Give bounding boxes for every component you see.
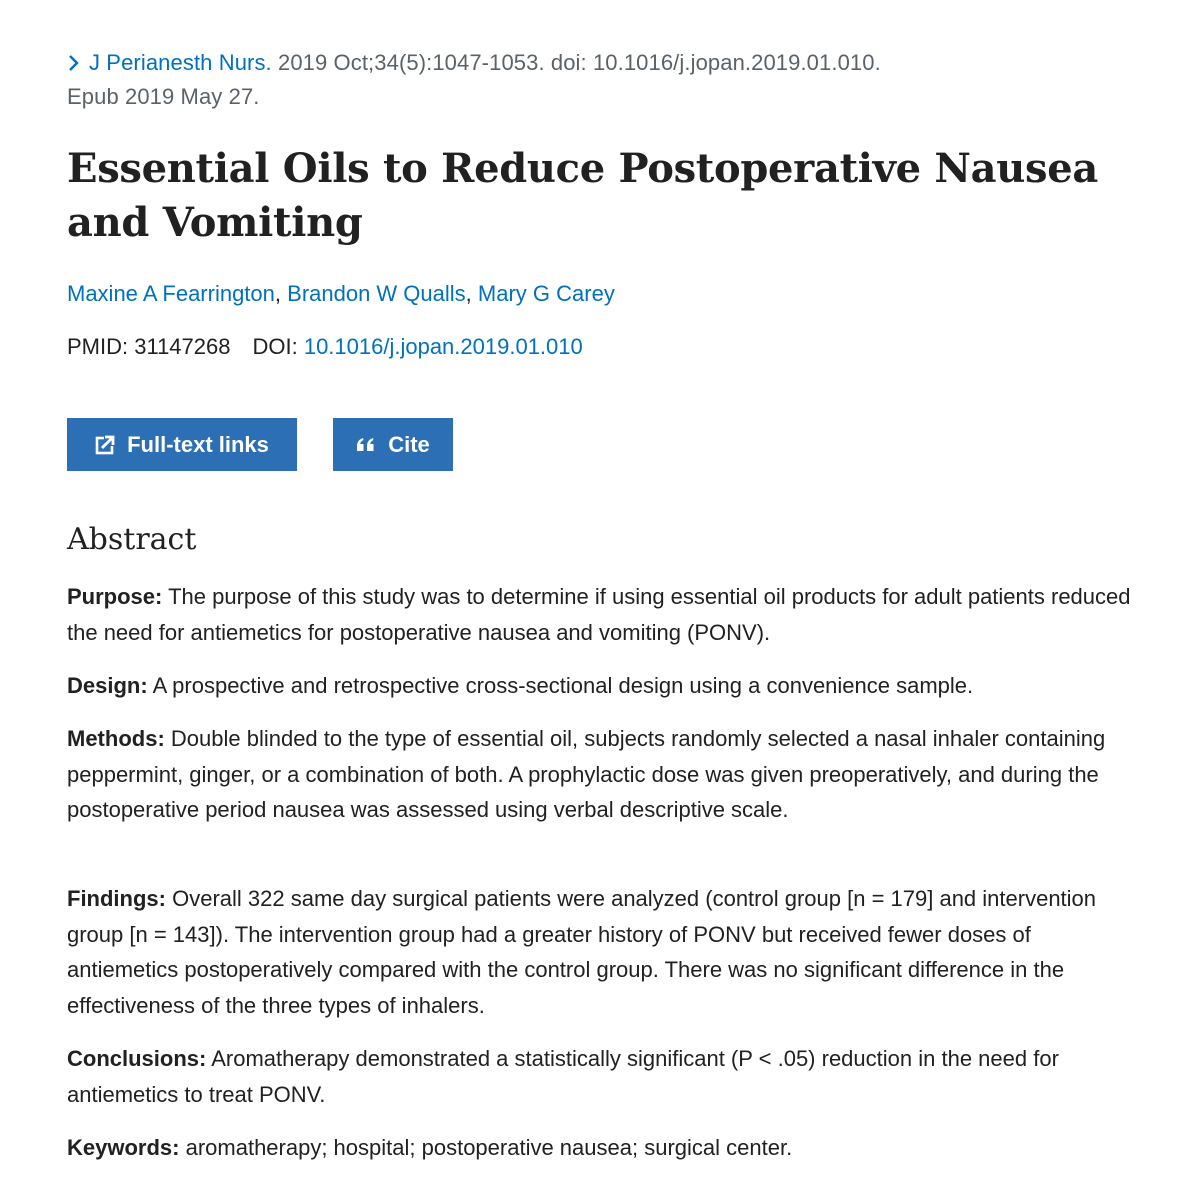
author-link[interactable]: Maxine A Fearrington [67,281,275,306]
keywords-label: Keywords: [67,1135,180,1160]
section-text: Double blinded to the type of essential oil, subjects randomly selected a nasal inhaler containing peppermint, ginger, or a combination of both. A prophylactic dose was given preoperatively, and during the postoperative period nausea was assessed using verbal descriptive scale. [67,726,1106,822]
keywords [67,1130,1132,1166]
pmid-label: PMID: [67,334,135,359]
citation-details: 2019 Oct;34(5):1047-1053. doi: 10.1016/j.jopan.2019.01.010. [271,50,881,75]
section-text: Aromatherapy demonstrated a statistically significant (P < .05) reduction in the need for antiemetics to treat PONV. [67,1046,1059,1107]
author-link[interactable]: Mary G Carey [477,281,615,306]
full-text-links-label: Full-text links [127,431,269,457]
section-label: Findings: [67,886,166,911]
abstract-section-findings [67,881,1132,1023]
doi-label: DOI: [252,334,304,359]
section-text: Overall 322 same day surgical patients were analyzed (control group [n = 179] and intervention group [n = 143]). The intervention group had a greater history of PONV but received fewer doses of antiemetics postoperatively compared with the control group. There was no significant difference in the effectiveness of the three types of inhalers. [67,886,1097,1018]
chevron-right-icon[interactable] [67,46,89,80]
cite-button[interactable] [333,418,453,471]
full-text-links-button[interactable] [67,418,297,471]
abstract-section-conclusions [67,1041,1132,1112]
author-list: Maxine A Fearrington, Brandon W Qualls, Mary G Carey [67,281,615,306]
pmid-value: 31147268 [134,334,231,359]
epub-date: Epub 2019 May 27. [67,84,260,109]
author-link[interactable]: Brandon W Qualls [287,281,466,306]
external-link-icon [95,435,115,455]
article-identifiers [67,332,583,362]
article-title: Essential Oils to Reduce Postoperative Nausea and Vomiting [67,145,1099,246]
section-label: Design: [67,673,148,698]
keywords-text: aromatherapy; hospital; postoperative nausea; surgical center. [179,1135,793,1160]
section-text: A prospective and retrospective cross-sectional design using a convenience sample. [147,673,974,698]
journal-link[interactable]: J Perianesth Nurs. [89,50,272,75]
quote-icon [356,437,376,453]
abstract-section-purpose [67,579,1132,650]
cite-label: Cite [388,431,430,457]
citation [67,46,1157,114]
doi-link[interactable]: 10.1016/j.jopan.2019.01.010 [303,334,583,359]
section-label: Methods: [67,726,165,751]
abstract-section-design [67,668,1132,704]
section-label: Purpose: [67,584,163,609]
abstract-section-methods [67,721,1132,828]
abstract-heading: Abstract [67,522,197,557]
section-label: Conclusions: [67,1046,207,1071]
section-text: The purpose of this study was to determine if using essential oil products for adult patients reduced the need for antiemetics for postoperative nausea and vomiting (PONV). [67,584,1131,645]
